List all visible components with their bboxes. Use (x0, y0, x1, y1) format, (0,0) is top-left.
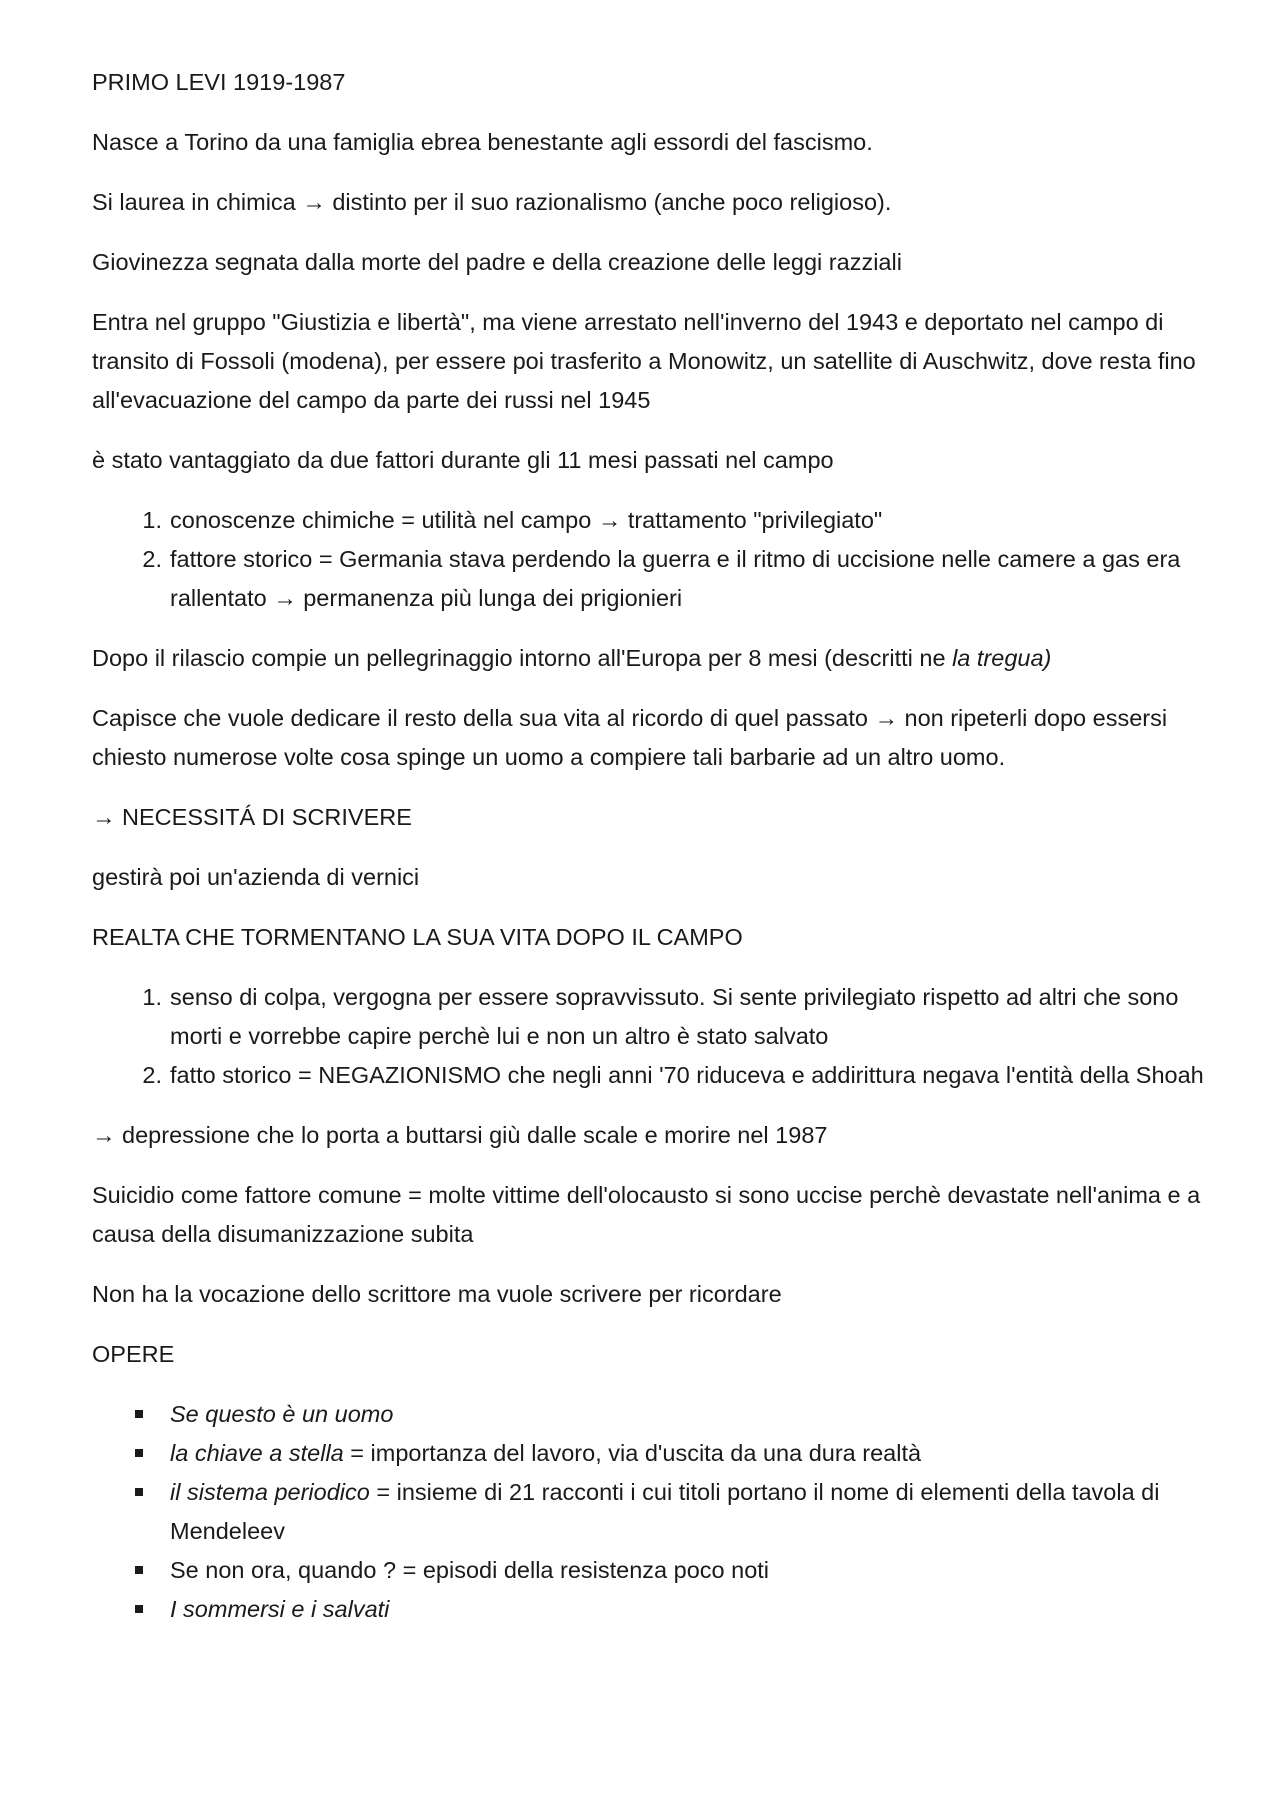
work-title: Se questo è un uomo (170, 1401, 394, 1427)
square-bullet-icon (135, 1566, 143, 1574)
list-item (92, 1551, 1220, 1590)
list-item (92, 501, 1220, 540)
list-number: 2. (142, 546, 162, 572)
list-item-text: fattore storico = Germania stava perdendo la guerra e il ritmo di uccisione nelle camere a gas era rallentato → permanenza più lunga dei prigionieri (170, 546, 1181, 611)
list-item (92, 1056, 1220, 1095)
paragraph-release (92, 639, 1220, 678)
work-description: = importanza del lavoro, via d'uscita da una dura realtà (343, 1440, 922, 1466)
paragraph-degree: Si laurea in chimica → distinto per il suo razionalismo (anche poco religioso). (92, 189, 892, 215)
list-item-text: senso di colpa, vergogna per essere sopravvissuto. Si sente privilegiato rispetto ad altri che sono morti e vorrebbe capire perchè lui e non un altro è stato salvato (170, 984, 1179, 1049)
heading-torments: REALTA CHE TORMENTANO LA SUA VITA DOPO IL CAMPO (92, 924, 743, 950)
list-item (92, 1434, 1220, 1473)
release-text: Dopo il rilascio compie un pellegrinaggio intorno all'Europa per 8 mesi (descritti ne (92, 645, 953, 671)
list-item (92, 978, 1220, 1056)
square-bullet-icon (135, 1605, 143, 1613)
opere-list (92, 1395, 1220, 1629)
work-title: il sistema periodico (170, 1479, 370, 1505)
paragraph-birth: Nasce a Torino da una famiglia ebrea benestante agli essordi del fascismo. (92, 129, 873, 155)
paragraph-youth: Giovinezza segnata dalla morte del padre e della creazione delle leggi razziali (92, 249, 902, 275)
work-title: I sommersi e i salvati (170, 1596, 390, 1622)
document-title: PRIMO LEVI 1919-1987 (92, 69, 346, 95)
factors-list (92, 501, 1220, 618)
list-number: 2. (142, 1062, 162, 1088)
torments-list (92, 978, 1220, 1095)
work-description: Se non ora, quando ? = episodi della resistenza poco noti (170, 1557, 770, 1583)
paragraph-factors-intro: è stato vantaggiato da due fattori durante gli 11 mesi passati nel campo (92, 447, 834, 473)
paragraph-suicide: Suicidio come fattore comune = molte vittime dell'olocausto si sono uccise perchè devastate nell'anima e a causa della disumanizzazione subita (92, 1182, 1201, 1247)
paragraph-paint-company: gestirà poi un'azienda di vernici (92, 864, 420, 890)
list-number: 1. (142, 984, 162, 1010)
list-item (92, 1590, 1220, 1629)
heading-opere: OPERE (92, 1341, 175, 1367)
paragraph-arrest: Entra nel gruppo "Giustizia e libertà", ma viene arrestato nell'inverno del 1943 e deportato nel campo di transito di Fossoli (modena), per essere poi trasferito a Monowitz, un satellite di Auschwitz, dove resta fino all'evacuazione del campo da parte dei russi nel 1945 (92, 309, 1196, 413)
release-book-title: la tregua) (952, 645, 1052, 671)
paragraph-memory: Capisce che vuole dedicare il resto della sua vita al ricordo di quel passato → non ripeterli dopo essersi chiesto numerose volte cosa spinge un uomo a compiere tali barbarie ad un altro uomo. (92, 705, 1168, 770)
paragraph-vocation: Non ha la vocazione dello scrittore ma vuole scrivere per ricordare (92, 1281, 782, 1307)
list-item (92, 540, 1220, 618)
list-item-text: fatto storico = NEGAZIONISMO che negli anni '70 riduceva e addirittura negava l'entità della Shoah (170, 1062, 1204, 1088)
square-bullet-icon (135, 1449, 143, 1457)
work-title: la chiave a stella (170, 1440, 344, 1466)
work-description: = insieme di 21 racconti i cui titoli portano il nome di elementi della tavola di Mendeleev (170, 1479, 1160, 1544)
list-item (92, 1395, 1220, 1434)
square-bullet-icon (135, 1410, 143, 1418)
paragraph-need-to-write: → NECESSITÁ DI SCRIVERE (92, 804, 412, 830)
list-number: 1. (142, 507, 162, 533)
list-item-text: conoscenze chimiche = utilità nel campo → trattamento "privilegiato" (170, 507, 883, 533)
paragraph-depression: → depressione che lo porta a buttarsi giù dalle scale e morire nel 1987 (92, 1122, 828, 1148)
list-item (92, 1473, 1220, 1551)
square-bullet-icon (135, 1488, 143, 1496)
